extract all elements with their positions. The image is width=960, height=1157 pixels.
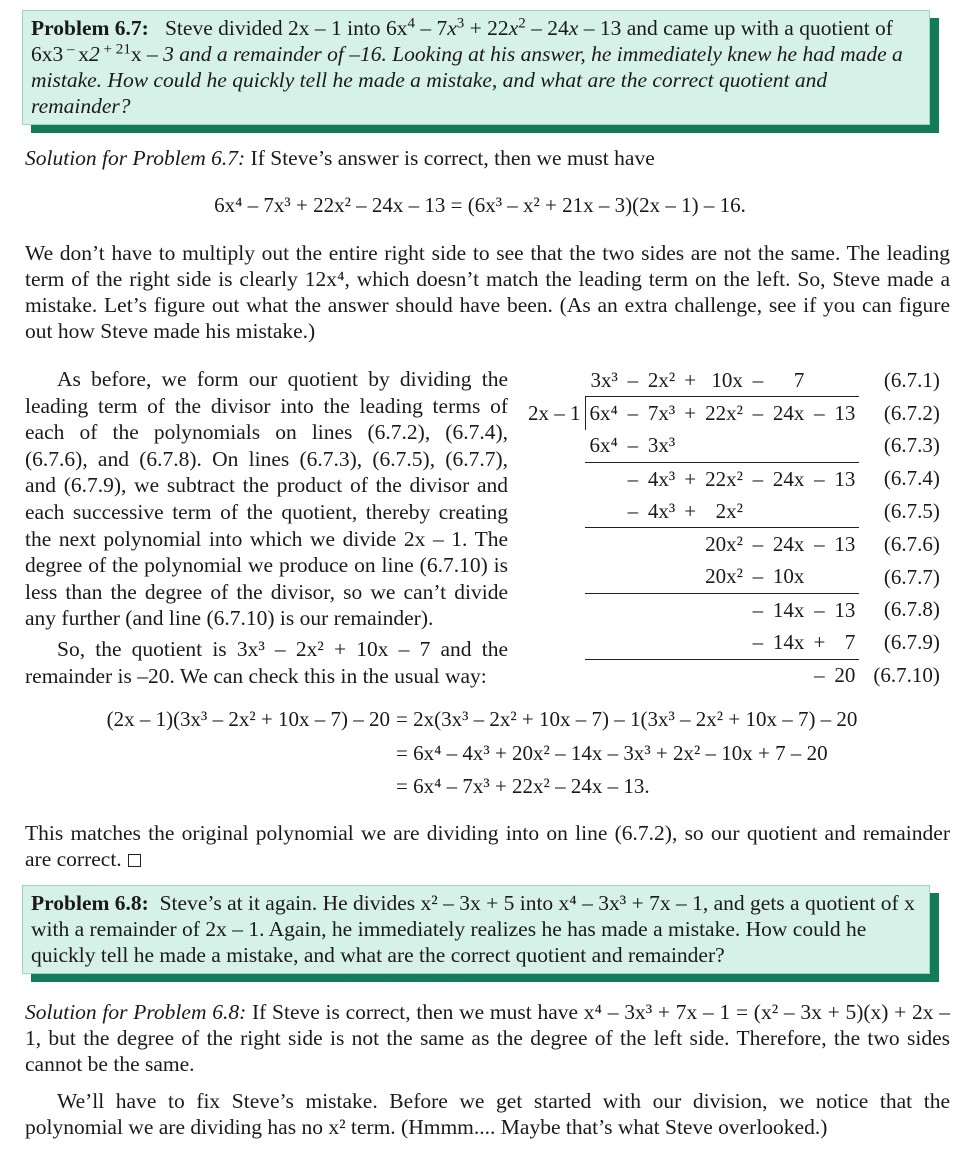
solution-6-7-paragraph-2: As before, we form our quotient by dividing the leading term of the divisor into the leading terms of each of the polynomials on lines (6.7.2), (6.7.4), (6.7.6), and (6.7.8). On lines (6.7.3), (6.7.5), (6.7.7), and (6.7.9), we subtract the product of the divisor and each successive term of the quotient, thereby creating the next polynomial into which we divide 2x – 1. The degree of the polynomial we produce on line (6.7.10) is less than the degree of the divisor, so we can’t divide any further (and line (6.7.10) is our remainder). (25, 367, 508, 631)
division-operator: – (622, 495, 644, 528)
divisor-spacer (528, 659, 585, 692)
problem-6-7-text (31, 16, 903, 118)
equation-label: (6.7.6) (883, 531, 940, 556)
division-empty-cell (701, 430, 747, 463)
problem-text-fragment: 3 (52, 42, 64, 66)
division-empty-cell (585, 626, 622, 659)
qed-square-icon (128, 854, 141, 867)
division-term: 13 (834, 466, 856, 491)
divisor-spacer (528, 430, 585, 463)
division-row (528, 397, 940, 430)
division-empty-cell (830, 495, 859, 528)
division-empty-cell (701, 594, 747, 627)
equation-label: (6.7.9) (883, 630, 940, 655)
division-term: 4x³ (644, 495, 679, 528)
solution-6-7-intro-line (25, 145, 925, 171)
check-lhs: (2x – 1)(3x³ – 2x² + 10x – 7) – 20 (106, 707, 390, 731)
division-empty-cell (622, 594, 644, 627)
division-row (528, 495, 940, 528)
solution-6-7-equation: 6x⁴ – 7x³ + 22x² – 24x – 13 = (6x³ – x² + 21x – 3)(2x – 1) – 16. (214, 193, 746, 217)
division-empty-cell (769, 495, 809, 528)
solution-6-7-conclusion (25, 820, 950, 872)
division-term: 24x (769, 397, 809, 430)
division-row (528, 430, 940, 463)
problem-6-8-label: Problem 6.8: (31, 891, 149, 915)
division-operator: – (747, 397, 769, 430)
division-term: 13 (830, 397, 859, 430)
division-row (528, 659, 940, 692)
division-empty-cell (701, 659, 747, 692)
division-empty-cell (622, 659, 644, 692)
division-empty-cell (747, 430, 769, 463)
equation-label: (6.7.3) (883, 433, 940, 458)
division-empty-cell (747, 495, 769, 528)
division-empty-cell (808, 495, 830, 528)
division-empty-cell (808, 561, 830, 594)
divisor-spacer (528, 495, 585, 528)
division-operator: – (808, 397, 830, 430)
problem-6-8-text: Steve’s at it again. He divides x² – 3x + 5 into x⁴ – 3x³ + 7x – 1, and gets a quotient of x with a remainder of 2x – 1. Again, he immediately realizes he has made a mistake. How could he quickly tell he made a mistake, and what are the correct quotient and remainder? (31, 891, 915, 967)
division-empty-cell (585, 462, 622, 495)
division-operator: – (622, 397, 644, 430)
division-term: 6x⁴ (585, 430, 622, 463)
division-term: 10x (711, 367, 743, 392)
equation-label: (6.7.10) (873, 663, 940, 688)
division-term: 4x³ (647, 466, 676, 491)
solution-6-8-paragraph-1 (25, 999, 950, 1077)
problem-text-fragment: 6x (385, 16, 408, 40)
division-empty-cell (585, 594, 622, 627)
divisor-spacer (528, 462, 585, 495)
problem-text-fragment: – 1 into (309, 16, 386, 40)
division-term: 3x³ (590, 367, 618, 392)
division-empty-cell (830, 430, 859, 463)
division-empty-cell (679, 626, 701, 659)
check-line-1: = 2x(3x³ – 2x² + 10x – 7) – 1(3x³ – 2x² + 10x – 7) – 20 (396, 707, 858, 731)
division-row (528, 528, 940, 561)
problem-text-fragment: 2 (89, 42, 100, 66)
division-empty-cell (585, 528, 622, 561)
problem-6-8-box (22, 885, 930, 974)
division-term: 10x (769, 561, 809, 594)
division-empty-cell (830, 364, 859, 397)
division-empty-cell (644, 659, 679, 692)
division-operator: – (814, 532, 825, 557)
division-empty-cell (747, 659, 769, 692)
problem-text-fragment: 2 (518, 15, 526, 32)
division-term: 22x² (705, 466, 743, 491)
division-row (528, 561, 940, 594)
division-operator: – (622, 430, 644, 463)
division-term: 20x² (705, 532, 743, 557)
division-term: 3x³ (644, 430, 679, 463)
division-operator: – (814, 466, 825, 491)
conclusion-text: This matches the original polynomial we are dividing into on line (6.7.2), so our quotient and remainder are correct. (25, 821, 950, 871)
problem-text-fragment: x (130, 42, 142, 66)
problem-text-fragment: Steve divided (164, 16, 288, 40)
division-operator: – (752, 532, 764, 557)
division-empty-cell (644, 626, 679, 659)
division-operator: – (752, 597, 764, 622)
division-empty-cell (585, 659, 622, 692)
division-term: 20 (834, 663, 856, 688)
equation-label: (6.7.5) (883, 499, 940, 524)
division-empty-cell (644, 594, 679, 627)
division-term: 13 (834, 532, 856, 557)
division-term: 2x² (647, 367, 676, 392)
check-line-2: = 6x⁴ – 4x³ + 20x² – 14x – 3x³ + 2x² – 10x + 7 – 20 (396, 741, 828, 765)
division-term: 14x (769, 626, 809, 659)
division-operator: – (752, 466, 764, 491)
problem-text-fragment: – 13 and came up with a quotient of (578, 16, 893, 40)
division-term: 20x² (701, 561, 747, 594)
solution-6-7-paragraph-3: So, the quotient is 3x³ – 2x² + 10x – 7 and the remainder is –20. We can check this in the usual way: (25, 637, 508, 688)
solution-6-8-text: If Steve is correct, then we must have x⁴ – 3x³ + 7x – 1 = (x² – 3x + 5)(x) + 2x – 1, but the degree of the right side is not the same as the degree of the left side. Therefore, the two sides cannot be the same. (25, 1000, 950, 1076)
division-row (528, 364, 940, 397)
equation-label: (6.7.7) (883, 564, 940, 589)
problem-text-fragment: – 7 (414, 16, 448, 40)
problem-text-fragment: x (78, 42, 90, 66)
divisor-spacer (528, 626, 585, 659)
divisor-spacer (528, 528, 585, 561)
solution-6-8-paragraph-2: We’ll have to fix Steve’s mistake. Before we get started with our division, we notice that the polynomial we are dividing has no x² term. (Hmmm.... Maybe that’s what Steve overlooked.) (25, 1089, 950, 1139)
division-empty-cell (769, 430, 809, 463)
division-empty-cell (585, 561, 622, 594)
division-operator: – (814, 597, 825, 622)
division-empty-cell (679, 528, 701, 561)
problem-text-fragment: + 21 (99, 41, 131, 58)
division-term: 2x² (701, 495, 747, 528)
division-term: 13 (834, 597, 856, 622)
division-term: 24x (772, 466, 805, 491)
problem-6-7-box (22, 10, 930, 125)
problem-6-7-label: Problem 6.7: (31, 16, 149, 40)
division-term: 14x (772, 597, 805, 622)
equation-label: (6.7.8) (883, 597, 940, 622)
divisor-spacer (528, 594, 585, 627)
division-term: 6x⁴ (585, 397, 622, 430)
solution-6-7-intro: If Steve’s answer is correct, then we must have (250, 146, 655, 170)
division-operator: + (684, 466, 697, 491)
equation-label: (6.7.2) (883, 400, 940, 425)
division-empty-cell (679, 594, 701, 627)
division-empty-cell (830, 561, 859, 594)
division-empty-cell (679, 561, 701, 594)
division-row (528, 462, 940, 495)
problem-text-fragment: 3 (456, 15, 465, 32)
problem-text-fragment: x (568, 16, 579, 40)
division-operator: + (808, 626, 830, 659)
division-term: 22x² (701, 397, 747, 430)
equation-label: (6.7.4) (883, 466, 940, 491)
division-operator: – (747, 561, 769, 594)
equation-label: (6.7.1) (883, 367, 940, 392)
division-empty-cell (644, 528, 679, 561)
divisor-spacer (528, 364, 585, 397)
problem-text-fragment: x (447, 16, 457, 40)
division-empty-cell (808, 364, 830, 397)
division-operator: + (679, 397, 701, 430)
solution-6-8-label: Solution for Problem 6.8: (25, 1000, 247, 1024)
problem-text-fragment: – 24 (525, 16, 569, 40)
division-operator: – (814, 663, 825, 688)
problem-text-fragment: 6x (31, 42, 53, 66)
divisor: 2x – 1 (528, 400, 581, 425)
division-empty-cell (769, 659, 809, 692)
division-term: 7 (793, 367, 805, 392)
division-empty-cell (679, 430, 701, 463)
division-empty-cell (679, 659, 701, 692)
division-empty-cell (644, 561, 679, 594)
division-operator: – (627, 367, 639, 392)
problem-text-fragment: + 22 (464, 16, 509, 40)
division-row (528, 626, 940, 659)
problem-text-fragment: 2x (287, 16, 310, 40)
division-empty-cell (808, 430, 830, 463)
problem-text-fragment: x (508, 16, 519, 40)
division-operator: – (627, 466, 639, 491)
division-row (528, 594, 940, 627)
solution-6-7-paragraph-1: We don’t have to multiply out the entire right side to see that the two sides are not the same. The leading term of the right side is clearly 12x⁴, which doesn’t match the leading term on the left. So, Steve made a mistake. Let’s figure out what the answer should have been. (As an extra challenge, see if you can figure out how Steve made his mistake.) (25, 241, 950, 343)
problem-text-fragment: – 3 and a remainder of –16. Looking at his answer, he immediately knew he had made a mistake. How could he quickly tell he made a mistake, and what are the correct quotient and remainder? (31, 42, 903, 118)
problem-text-fragment: – (63, 41, 79, 58)
division-empty-cell (701, 626, 747, 659)
division-empty-cell (622, 561, 644, 594)
division-operator: + (679, 495, 701, 528)
division-empty-cell (622, 626, 644, 659)
division-term: 7 (830, 626, 859, 659)
divisor-spacer (528, 561, 585, 594)
division-empty-cell (585, 495, 622, 528)
check-line-3: = 6x⁴ – 7x³ + 22x² – 24x – 13. (396, 774, 650, 798)
division-operator: – (752, 367, 764, 392)
division-empty-cell (622, 528, 644, 561)
solution-6-7-label: Solution for Problem 6.7: (25, 146, 246, 170)
division-term: 24x (772, 532, 805, 557)
division-term: 7x³ (644, 397, 679, 430)
long-division-table (528, 364, 940, 692)
division-operator: – (747, 626, 769, 659)
division-operator: + (684, 367, 697, 392)
problem-text-fragment: 4 (407, 15, 415, 32)
